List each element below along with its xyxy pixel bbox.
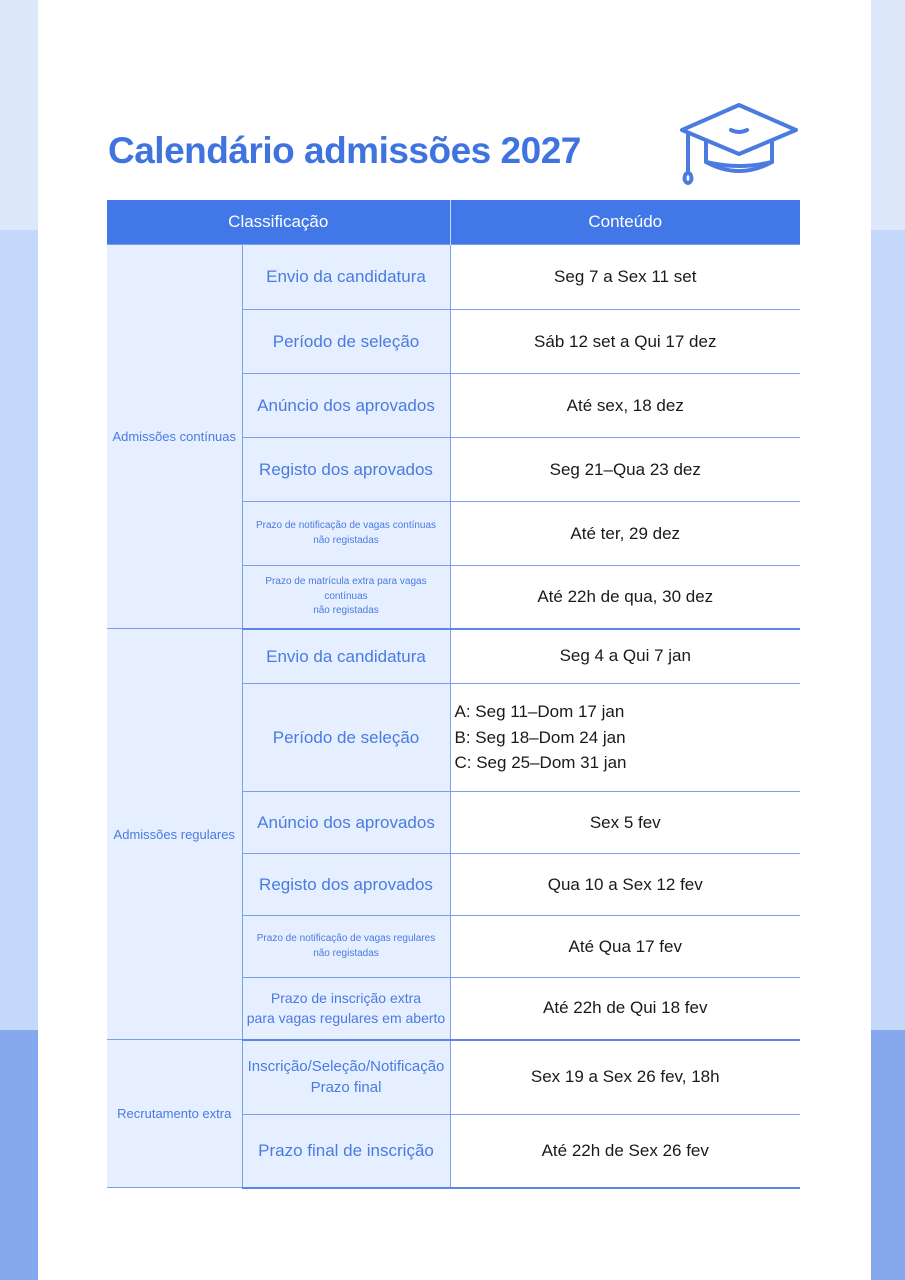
row-value: Sex 19 a Sex 26 fev, 18h [450,1040,800,1115]
row-label [242,978,450,1040]
row-label-line: Inscrição/Seleção/Notificação [247,1058,445,1076]
row-label-line: não registadas [313,947,379,959]
row-value: Seg 4 a Qui 7 jan [450,629,800,684]
row-value: Até 22h de Qui 18 fev [450,978,800,1040]
row-label-line: Prazo de notificação de vagas contínuas [255,520,437,531]
category-recrutamento-extra: Recrutamento extra [107,1040,242,1188]
row-label: Registo dos aprovados [242,438,450,502]
table-header-row [107,200,800,245]
row-value: Até sex, 18 dez [450,374,800,438]
table-row [107,1040,800,1115]
admissions-calendar-table [107,200,800,1189]
row-value-line: B: Seg 18–Dom 24 jan [454,727,626,747]
row-label: Envio da candidatura [242,629,450,684]
page-title: Calendário admissões 2027 [108,130,581,171]
row-label-line: Prazo de inscrição extra [270,989,422,1006]
row-label [242,1040,450,1115]
row-label: Prazo final de inscrição [242,1115,450,1188]
row-value: Seg 21–Qua 23 dez [450,438,800,502]
row-value: Até 22h de Sex 26 fev [450,1115,800,1188]
row-label-line: Prazo de matrícula extra para vagas contínuas [265,576,427,602]
graduation-cap-icon [676,100,802,192]
category-admissoes-continuas: Admissões contínuas [107,245,242,629]
row-label-line: não registadas [313,605,379,616]
row-label-line: Prazo de notificação de vagas regulares [256,933,436,944]
row-label [242,502,450,566]
row-value [450,684,800,792]
row-value: Até Qua 17 fev [450,916,800,978]
row-value: Seg 7 a Sex 11 set [450,245,800,310]
row-label: Período de seleção [242,310,450,374]
row-label: Anúncio dos aprovados [242,374,450,438]
row-label-line: para vagas regulares em aberto [246,1010,446,1027]
row-label: Período de seleção [242,684,450,792]
category-admissoes-regulares: Admissões regulares [107,629,242,1040]
table-row [107,245,800,310]
row-value-line: A: Seg 11–Dom 17 jan [454,702,625,722]
row-value: Qua 10 a Sex 12 fev [450,854,800,916]
header-conteudo: Conteúdo [450,200,800,245]
row-value: Sáb 12 set a Qui 17 dez [450,310,800,374]
row-value: Sex 5 fev [450,792,800,854]
row-value: Até 22h de qua, 30 dez [450,566,800,629]
row-label-line: não registadas [313,534,379,546]
row-value: Até ter, 29 dez [450,502,800,566]
row-label [242,566,450,629]
row-value-line: C: Seg 25–Dom 31 jan [454,753,627,773]
row-label: Anúncio dos aprovados [242,792,450,854]
row-label: Registo dos aprovados [242,854,450,916]
header-classificacao: Classificação [107,200,450,245]
row-label [242,916,450,978]
table-row [107,629,800,684]
row-label: Envio da candidatura [242,245,450,310]
row-label-line: Prazo final [310,1079,382,1097]
